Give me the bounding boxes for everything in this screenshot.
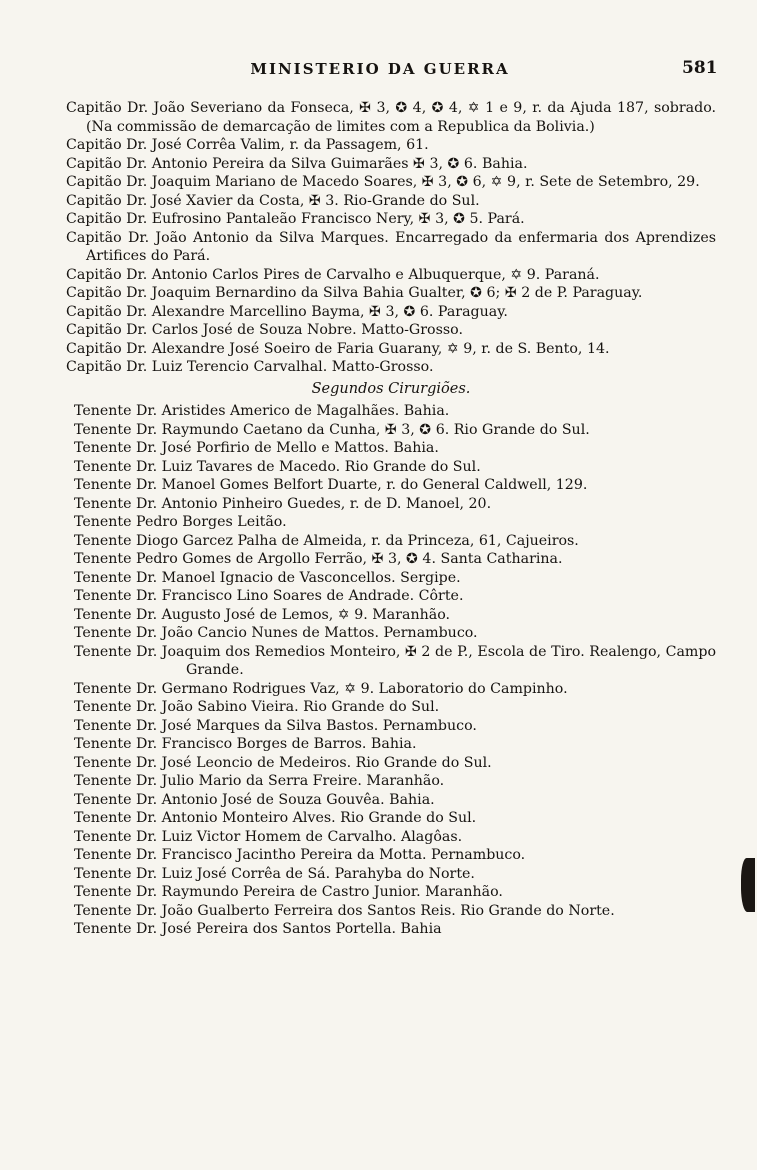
entry-tenente: Tenente Dr. Joaquim dos Remedios Monteiro, ✠ 2 de P., Escola de Tiro. Realengo, Campo Grande.: [74, 643, 716, 678]
entry-capitao: Capitão Dr. Alexandre Marcellino Bayma, ✠ 3, ✪ 6. Paraguay.: [66, 303, 508, 320]
entry-tenente: Tenente Dr. José Pereira dos Santos Portella. Bahia: [74, 921, 442, 937]
entry-tenente: Tenente Dr. Antonio Pinheiro Guedes, r. de D. Manoel, 20.: [74, 495, 492, 512]
section-heading-segundos-cirurgioes: Segundos Cirurgiões.: [311, 380, 471, 397]
entry-tenente: Tenente Dr. Manoel Ignacio de Vasconcellos. Sergipe.: [74, 569, 461, 586]
entry-tenente: Tenente Dr. João Sabino Vieira. Rio Grande do Sul.: [74, 699, 440, 715]
entry-tenente: Tenente Dr. Luiz Tavares de Macedo. Rio Grande do Sul.: [74, 458, 481, 475]
entry-tenente: Tenente Dr. Francisco Jacintho Pereira da Motta. Pernambuco.: [74, 847, 526, 863]
entry-tenente: Tenente Dr. Antonio José de Souza Gouvêa. Bahia.: [74, 791, 435, 808]
entry-tenente: Tenente Dr. José Leoncio de Medeiros. Rio Grande do Sul.: [74, 754, 492, 771]
entry-capitao: Capitão Dr. Luiz Terencio Carvalhal. Matto-Grosso.: [66, 359, 434, 375]
entry-tenente: Tenente Diogo Garcez Palha de Almeida, r. da Princeza, 61, Cajueiros.: [74, 532, 579, 549]
entry-capitao: Capitão Dr. Antonio Carlos Pires de Carvalho e Albuquerque, ✡ 9. Paraná.: [66, 266, 600, 283]
entry-tenente: Tenente Dr. João Gualberto Ferreira dos Santos Reis. Rio Grande do Norte.: [74, 902, 615, 919]
entries-column: [66, 99, 716, 939]
page-number: 581: [682, 58, 718, 78]
entry-tenente: Tenente Dr. Augusto José de Lemos, ✡ 9. Maranhão.: [74, 606, 451, 623]
entry-tenente: Tenente Dr. João Cancio Nunes de Mattos. Pernambuco.: [74, 625, 478, 641]
entry-tenente: Tenente Dr. Francisco Lino Soares de Andrade. Côrte.: [74, 588, 464, 604]
entry-capitao: Capitão Dr. Eufrosino Pantaleão Francisco Nery, ✠ 3, ✪ 5. Pará.: [66, 211, 525, 227]
entry-tenente: Tenente Dr. Manoel Gomes Belfort Duarte, r. do General Caldwell, 129.: [74, 477, 588, 493]
entry-tenente: Tenente Pedro Gomes de Argollo Ferrão, ✠ 3, ✪ 4. Santa Catharina.: [74, 551, 563, 567]
entry-capitao: Capitão Dr. Joaquim Bernardino da Silva Bahia Gualter, ✪ 6; ✠ 2 de P. Paraguay.: [66, 285, 643, 301]
entry-tenente: Tenente Dr. Germano Rodrigues Vaz, ✡ 9. Laboratorio do Campinho.: [74, 680, 568, 697]
entry-tenente: Tenente Dr. Aristides Americo de Magalhães. Bahia.: [74, 403, 450, 419]
entry-capitao: Capitão Dr. José Corrêa Valim, r. da Passagem, 61.: [66, 137, 429, 153]
entry-tenente: Tenente Dr. Julio Mario da Serra Freire. Maranhão.: [74, 773, 445, 789]
entry-tenente: Tenente Pedro Borges Leitão.: [74, 514, 287, 530]
entry-tenente: Tenente Dr. José Marques da Silva Bastos. Pernambuco.: [74, 717, 477, 734]
entry-tenente: Tenente Dr. Francisco Borges de Barros. Bahia.: [74, 736, 417, 752]
entry-capitao: Capitão Dr. Joaquim Mariano de Macedo Soares, ✠ 3, ✪ 6, ✡ 9, r. Sete de Setembro, 29.: [66, 174, 700, 190]
entry-capitao: Capitão Dr. João Severiano da Fonseca, ✠ 3, ✪ 4, ✪ 4, ✡ 1 e 9, r. da Ajuda 187, sobrado. (Na commissão de demarcação de limites com a Republica da Bolivia.): [66, 100, 716, 135]
entry-capitao: Capitão Dr. João Antonio da Silva Marques. Encarregado da enfermaria dos Aprendizes Artifices do Pará.: [66, 229, 716, 264]
section-capitaes: [66, 99, 716, 377]
entry-tenente: Tenente Dr. Raymundo Caetano da Cunha, ✠ 3, ✪ 6. Rio Grande do Sul.: [74, 421, 590, 438]
entry-tenente: Tenente Dr. Antonio Monteiro Alves. Rio Grande do Sul.: [74, 810, 477, 826]
section-tenentes: [66, 402, 716, 939]
entry-tenente: Tenente Dr. Raymundo Pereira de Castro Junior. Maranhão.: [74, 884, 503, 900]
entry-capitao: Capitão Dr. José Xavier da Costa, ✠ 3. Rio-Grande do Sul.: [66, 192, 480, 209]
entry-capitao: Capitão Dr. Alexandre José Soeiro de Faria Guarany, ✡ 9, r. de S. Bento, 14.: [66, 340, 610, 357]
entry-tenente: Tenente Dr. José Porfirio de Mello e Mattos. Bahia.: [74, 440, 439, 456]
page-header-title: MINISTERIO DA GUERRA: [250, 60, 510, 78]
entry-capitao: Capitão Dr. Carlos José de Souza Nobre. Matto-Grosso.: [66, 322, 463, 338]
entry-tenente: Tenente Dr. Luiz José Corrêa de Sá. Parahyba do Norte.: [74, 865, 475, 882]
entry-capitao: Capitão Dr. Antonio Pereira da Silva Guimarães ✠ 3, ✪ 6. Bahia.: [66, 155, 528, 172]
ink-blot-mark: [741, 858, 755, 912]
entry-tenente: Tenente Dr. Luiz Victor Homem de Carvalho. Alagôas.: [74, 828, 463, 845]
